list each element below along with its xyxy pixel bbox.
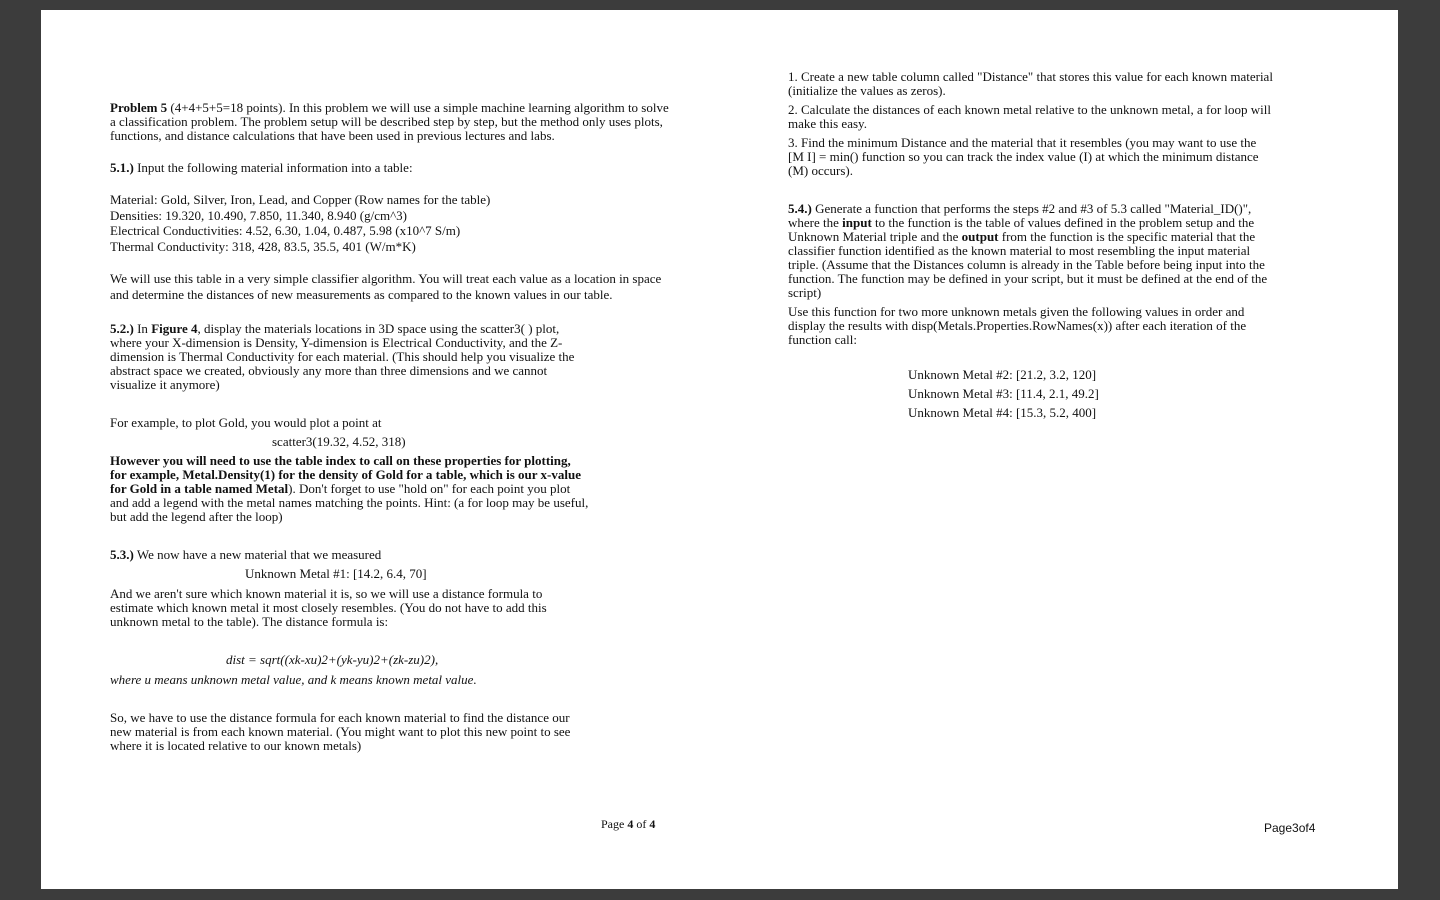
problem-intro: Problem 5 (4+4+5+5=18 points). In this problem we will use a simple machine learning algorithm to solve a classification problem. The problem setup will be described step by step, but the method only uses plots, functions, and distance calculations that have been used in previous lectures and labs. — [110, 100, 669, 143]
unknown-metal-list — [788, 365, 1273, 422]
problem-heading: Problem 5 — [110, 100, 168, 115]
section-5-1: 5.1.) Input the following material information into a table: — [110, 160, 413, 175]
right-column — [788, 70, 1273, 422]
however-paragraph: However you will need to use the table index to call on these properties for plotting, for example, Metal.Density(1) for the density of Gold for a table, which is our x-value for Gold in a table named Metal). Don't forget to use "hold on" for each point you plot and add a legend with the metal names matching the points. Hint: (a for loop may be useful, but add the legend after the loop) — [110, 453, 589, 524]
unknown-metal-1: Unknown Metal #1: [14.2, 6.4, 70] — [245, 566, 427, 581]
distance-formula: dist = sqrt((xk-xu)2+(yk-yu)2+(zk-zu)2), — [226, 652, 439, 667]
left-column — [110, 101, 670, 753]
page-number-left: Page 4 of 4 — [601, 817, 656, 831]
step-1: 1. Create a new table column called "Distance" that stores this value for each known material (initialize the values as zeros). — [788, 69, 1273, 98]
so-paragraph: So, we have to use the distance formula for each known material to find the distance our new material is from each known material. (You might want to plot this new point to see where it is located relative to our known metals) — [110, 710, 571, 753]
step-2: 2. Calculate the distances of each known metal relative to the unknown metal, a for loop will make this easy. — [788, 102, 1272, 131]
document-page — [41, 10, 1398, 889]
distance-intro: And we aren't sure which known material it is, so we will use a distance formula to estimate which known metal it most closely resembles. (You do not have to add this unknown metal to the table). The distance formula is: — [110, 586, 547, 629]
unknown-metal-3: Unknown Metal #3: [11.4, 2.1, 49.2] — [908, 386, 1099, 401]
material-list: Material: Gold, Silver, Iron, Lead, and Copper (Row names for the table) Densities: 19.320, 10.490, 7.850, 11.340, 8.940 (g/cm^3) Electrical Conductivities: 4.52, 6.30, 1.04, 0.487, 5.98 (x10^7 S/m) Thermal Conductivity: 318, 428, 83.5, 35.5, 401 (W/m*K) — [110, 192, 491, 254]
page-number-right: Page3of4 — [1264, 821, 1316, 835]
use-function-paragraph: Use this function for two more unknown metals given the following values in order and display the results with disp(Metals.Properties.RowNames(x)) after each iteration of the function call: — [788, 304, 1247, 347]
formula-legend: where u means unknown metal value, and k means known metal value. — [110, 672, 477, 687]
section-5-2: 5.2.) In Figure 4, display the materials locations in 3D space using the scatter3( ) plot, where your X-dimension is Density, Y-dimension is Electrical Conductivity, and the Z-dimension is Thermal Conductivity for each material. (This should help you visualize the abstract space we created, obviously any more than three dimensions and we cannot visualize it anymore) — [110, 321, 575, 392]
step-3: 3. Find the minimum Distance and the material that it resembles (you may want to use the [M I] = min() function so you can track the index value (I) at which the minimum distance (M) occurs). — [788, 135, 1259, 178]
classifier-paragraph: We will use this table in a very simple classifier algorithm. You will treat each value as a location in space and determine the distances of new measurements as compared to the known values in our table. — [110, 271, 662, 302]
unknown-metal-4: Unknown Metal #4: [15.3, 5.2, 400] — [908, 405, 1097, 420]
section-5-4: 5.4.) Generate a function that performs the steps #2 and #3 of 5.3 called "Material_ID()", where the input to the function is the table of values defined in the problem setup and the Unknown Material triple and the output from the function is the specific material that the classifier function identified as the known material to most resembling the input material triple. (Assume that the Distances column is already in the Table before being input into the function. The function may be defined in your script, but it must be defined at the end of the script) — [788, 201, 1268, 300]
section-5-3: 5.3.) We now have a new material that we measured — [110, 547, 382, 562]
unknown-metal-2: Unknown Metal #2: [21.2, 3.2, 120] — [908, 367, 1097, 382]
example-text: For example, to plot Gold, you would plot a point at — [110, 415, 382, 430]
example-code: scatter3(19.32, 4.52, 318) — [272, 434, 406, 449]
